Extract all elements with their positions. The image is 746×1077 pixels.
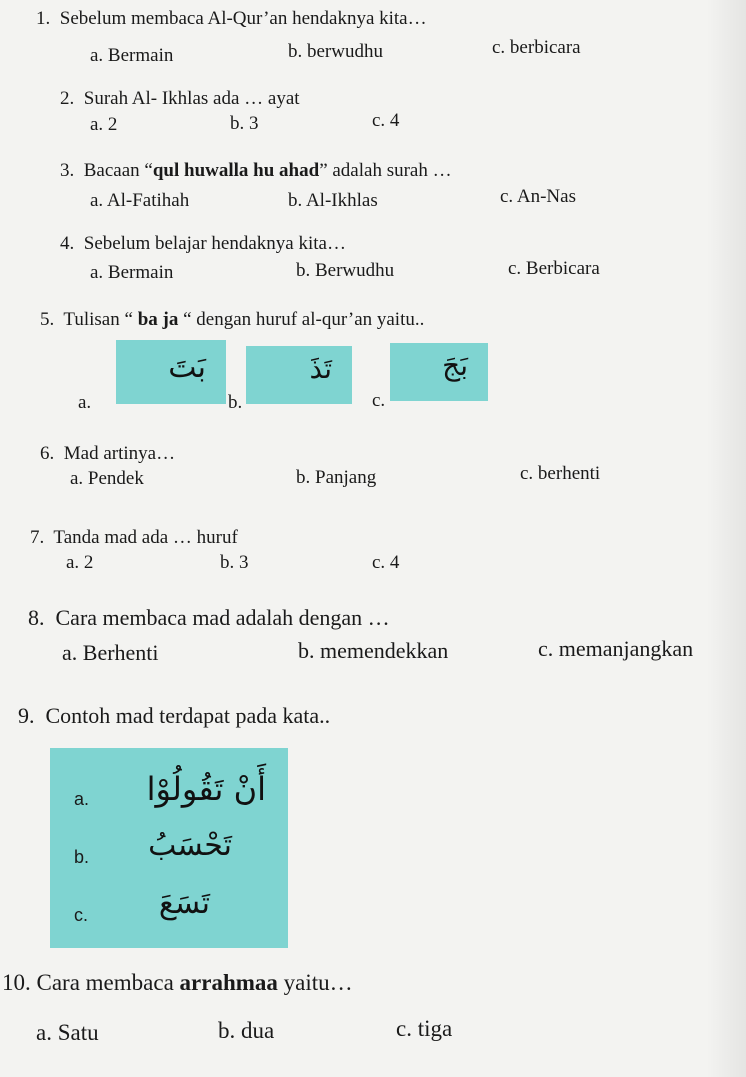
question-number: 3. xyxy=(60,160,75,181)
q6-option-a: a. Pendek xyxy=(70,468,144,489)
q4-option-c: c. Berbicara xyxy=(508,258,600,279)
question-number: 5. xyxy=(40,309,55,330)
question-text-post: “ dengan huruf al-qur’an yaitu.. xyxy=(178,309,425,330)
question-number: 9. xyxy=(18,703,35,728)
q9-option-b-arabic: تَحْسَبُ xyxy=(148,828,232,863)
q10-option-b: b. dua xyxy=(218,1018,275,1043)
question-8 xyxy=(28,605,390,631)
q9-option-a-label: a. xyxy=(74,789,90,809)
q10-option-a: a. Satu xyxy=(36,1020,99,1045)
q5-option-b-box xyxy=(246,346,352,404)
q6-option-c: c. berhenti xyxy=(520,463,601,484)
q9-option-c-label: c. xyxy=(74,905,89,925)
question-text: Mad artinya… xyxy=(63,443,176,464)
question-text-pre: Tulisan “ xyxy=(63,309,138,330)
q5-option-c-box xyxy=(390,343,488,401)
question-text-pre: Cara membaca xyxy=(36,970,180,995)
question-text: Cara membaca mad adalah dengan … xyxy=(55,605,390,630)
page-edge-shadow xyxy=(706,0,746,1077)
question-10 xyxy=(2,970,353,996)
question-number: 8. xyxy=(28,605,45,630)
question-text-bold: qul huwalla hu ahad xyxy=(152,160,320,181)
question-text-bold: arrahmaa xyxy=(179,970,278,995)
question-7 xyxy=(30,527,238,549)
question-text: Sebelum belajar hendaknya kita… xyxy=(83,233,346,254)
q5-option-b-label: b. xyxy=(228,392,243,413)
q7-option-a: a. 2 xyxy=(66,552,94,573)
question-text-pre: Bacaan “ xyxy=(83,160,153,181)
q1-option-c: c. berbicara xyxy=(492,37,581,58)
q2-option-b: b. 3 xyxy=(230,113,259,134)
q4-option-a: a. Bermain xyxy=(90,262,174,283)
q9-options-box xyxy=(50,748,288,948)
q8-option-c: c. memanjangkan xyxy=(538,636,694,661)
q5-option-a-box xyxy=(116,340,226,404)
q5-option-a-label: a. xyxy=(78,392,92,413)
q5-option-c-label: c. xyxy=(372,390,386,411)
q1-option-b: b. berwudhu xyxy=(288,41,383,62)
question-number: 1. xyxy=(36,8,51,29)
question-text: Tanda mad ada … huruf xyxy=(53,527,238,548)
question-3 xyxy=(60,160,452,182)
q9-option-a-arabic: أَنْ تَقُولُوْا xyxy=(146,770,266,808)
q3-option-b: b. Al-Ikhlas xyxy=(288,190,378,211)
question-5 xyxy=(40,309,424,331)
question-4 xyxy=(60,233,346,255)
question-text-post: yaitu… xyxy=(277,970,353,995)
question-1 xyxy=(36,8,427,30)
question-text-bold: ba ja xyxy=(137,309,179,330)
q10-option-c: c. tiga xyxy=(396,1016,453,1041)
q3-option-c: c. An-Nas xyxy=(500,186,576,207)
question-number: 7. xyxy=(30,527,45,548)
question-text-post: ” adalah surah … xyxy=(319,160,452,181)
question-number: 2. xyxy=(60,88,75,109)
q5-option-b-arabic: تَذَ xyxy=(309,352,332,385)
question-text: Sebelum membaca Al-Qur’an hendaknya kita… xyxy=(59,8,427,29)
q6-option-b: b. Panjang xyxy=(296,467,377,488)
question-9 xyxy=(18,703,330,729)
q9-option-c-arabic: تَسَعَ xyxy=(158,886,210,921)
q8-option-a: a. Berhenti xyxy=(62,640,159,665)
q7-option-b: b. 3 xyxy=(220,552,249,573)
q3-option-a: a. Al-Fatihah xyxy=(90,190,190,211)
question-text: Surah Al- Ikhlas ada … ayat xyxy=(83,88,300,109)
question-number: 6. xyxy=(40,443,55,464)
q7-option-c: c. 4 xyxy=(372,552,400,573)
q8-option-b: b. memendekkan xyxy=(298,638,449,663)
question-2 xyxy=(60,88,300,110)
question-number: 4. xyxy=(60,233,75,254)
q5-option-c-arabic: بَجَ xyxy=(442,349,468,382)
q2-option-a: a. 2 xyxy=(90,114,118,135)
q4-option-b: b. Berwudhu xyxy=(296,260,395,281)
q9-option-b-label: b. xyxy=(74,847,90,867)
q2-option-c: c. 4 xyxy=(372,110,400,131)
question-number: 10. xyxy=(2,970,31,995)
question-text: Contoh mad terdapat pada kata.. xyxy=(45,703,331,728)
q5-option-a-arabic: بَتَ xyxy=(168,350,206,385)
question-6 xyxy=(40,443,175,465)
q1-option-a: a. Bermain xyxy=(90,45,174,66)
